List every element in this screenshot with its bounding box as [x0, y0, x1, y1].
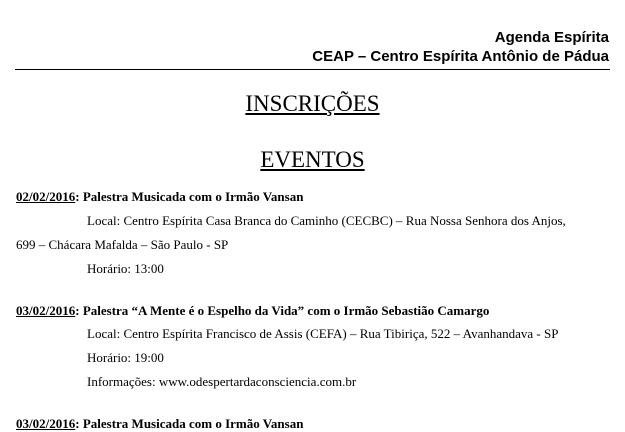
event-time: Horário: 13:00 — [87, 261, 164, 276]
event-title-line — [16, 189, 303, 205]
event-title: : Palestra Musicada com o Irmão Vansan — [75, 416, 304, 431]
event-location-line2: 699 – Chácara Mafalda – São Paulo - SP — [16, 237, 229, 252]
event-title-line — [16, 303, 489, 319]
event-date: 02/02/2016 — [16, 189, 76, 204]
event-title: : Palestra Musicada com o Irmão Vansan — [75, 189, 304, 204]
event-title-line — [16, 416, 303, 432]
event-location-line1: Local: Centro Espírita Casa Branca do Caminho (CECBC) – Rua Nossa Senhora dos Anjos, — [87, 213, 566, 228]
header-divider — [15, 69, 610, 70]
header-agenda-title: Agenda Espírita — [494, 29, 609, 46]
header-organization-name: CEAP – Centro Espírita Antônio de Pádua — [312, 48, 609, 65]
event-date: 03/02/2016 — [16, 303, 76, 318]
event-time: Horário: 19:00 — [87, 350, 164, 365]
event-date: 03/02/2016 — [16, 416, 76, 431]
event-location-line1: Local: Centro Espírita Francisco de Assis (CEFA) – Rua Tibiriça, 522 – Avanhandava - SP — [87, 326, 559, 341]
section-heading-inscricoes: INSCRIÇÕES — [245, 91, 380, 116]
section-heading-eventos: EVENTOS — [260, 147, 365, 172]
event-title: : Palestra “A Mente é o Espelho da Vida” com o Irmão Sebastião Camargo — [75, 303, 490, 318]
event-info: Informações: www.odespertardaconsciencia.com.br — [87, 374, 357, 389]
